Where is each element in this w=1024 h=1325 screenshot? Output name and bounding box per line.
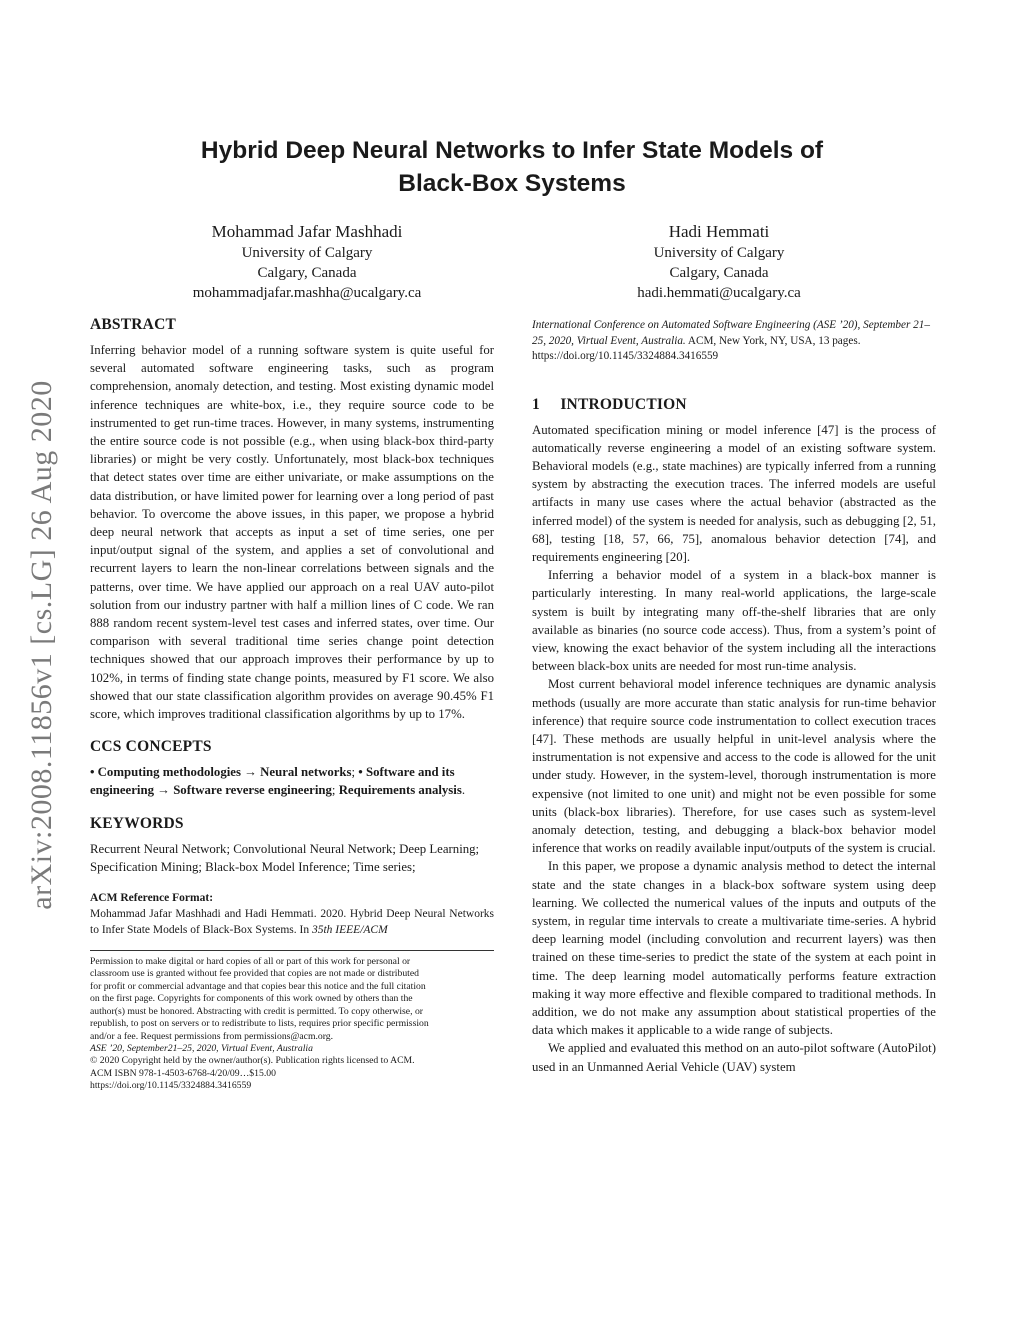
intro-paragraph: Inferring a behavior model of a system in a black-box manner is particularly interesting. In many real-world applications, the large-scale system is built by integrating many off-the-shelf libraries that are only available as binaries (no source code access). Thus, from a system’s point of view, knowing the exact behavior of the system including all the interactions between black-box units are needed for most run-time analysis. xyxy=(532,568,936,674)
ccs-concepts xyxy=(90,763,494,799)
permission-line: for profit or commercial advantage and that copies bear this notice and the full citation xyxy=(90,980,426,992)
permission-line: and/or a fee. Request permissions from permissions@acm.org. xyxy=(90,1030,334,1042)
arxiv-stamp xyxy=(22,345,62,945)
introduction-heading: 1 INTRODUCTION xyxy=(532,395,687,413)
ccs-heading: CCS CONCEPTS xyxy=(90,738,212,756)
author-name: Mohammad Jafar Mashhadi xyxy=(211,222,403,241)
intro-paragraph: Automated specification mining or model inference [47] is the process of automatically reverse engineering a model of an existing software system. Behavioral models (e.g., state machines) are typically inferred from a running system by abstracting the execution traces. The inferred models are useful artifacts in many use cases where the actual behavior (abstracted as the inferred model) of the system is needed for analysis, such as debugging [2, 51, 68], testing [18, 57, 66, 75], anomalous behavior detection [74], and requirements engineering [20]. xyxy=(532,422,936,564)
title-line-2: Black-Box Systems xyxy=(398,170,626,197)
left-column xyxy=(90,315,494,1093)
acm-format-text xyxy=(90,906,494,938)
keywords-heading: KEYWORDS xyxy=(90,814,184,832)
intro-paragraph: We applied and evaluated this method on an auto-pilot software (AutoPilot) used in an Unmanned Aerial Vehicle (UAV) system xyxy=(532,1041,936,1074)
author-email: mohammadjafar.mashha@ucalgary.ca xyxy=(192,285,422,301)
keywords-text: Recurrent Neural Network; Convolutional Neural Network; Deep Learning; Specification Mining; Black-box Model Inference; Time series; xyxy=(90,841,480,874)
ccs-arrow: → xyxy=(153,783,174,798)
acm-format-conference: International Conference on Automated Software Engineering (ASE ’20), September 21–25, 2020, Virtual Event, Australia. xyxy=(532,319,930,347)
permission-line: on the first page. Copyrights for components of this work owned by others than the xyxy=(90,993,413,1005)
ccs-target-1: Neural networks xyxy=(260,765,352,780)
ccs-end: . xyxy=(461,783,466,798)
right-column xyxy=(532,318,936,1076)
paper-title xyxy=(120,134,904,200)
permission-line: classroom use is granted without fee provided that copies are not made or distributed xyxy=(90,968,420,980)
permission-line: author(s) must be honored. Abstracting with credit is permitted. To copy otherwise, or xyxy=(90,1005,424,1017)
ccs-target-2: Software reverse engineering xyxy=(173,783,332,798)
permission-doi: https://doi.org/10.1145/3324884.3416559 xyxy=(90,1080,252,1092)
acm-format-continued xyxy=(532,318,936,365)
acm-format-heading: ACM Reference Format: xyxy=(90,892,214,905)
acm-format-venue: 35th IEEE/ACM xyxy=(311,924,388,937)
permission-line: republish, to post on servers or to redistribute to lists, requires prior specific permission xyxy=(90,1018,429,1030)
acm-format-publisher: ACM, New York, NY, USA, 13 pages. https://doi.org/10.1145/3324884.3416559 xyxy=(532,334,861,362)
permission-line: Permission to make digital or hard copies of all or part of this work for personal or xyxy=(90,956,411,968)
author-email: hadi.hemmati@ucalgary.ca xyxy=(637,285,801,301)
abstract-heading: ABSTRACT xyxy=(90,316,177,333)
intro-paragraph: Most current behavioral model inference techniques are dynamic analysis methods (usually are more accurate than static analysis for run-time behavior inference) that require source code instrumentation to collect execution traces [47]. These methods are usually helpful in unit-level analysis where the instrumentation is not expensive and access to the code is allowed for the unit under study. However, in the system-level, thorough instrumentation is more expensive (not limited to one unit) and might not be even possible for some units (black-box libraries). Therefore, for use cases such as system-level anomaly detection, testing, and debugging a black-box behavior model inference that works on readily available input/outputs of the system is crucial. xyxy=(532,677,936,856)
permission-venue: ASE ’20, September21–25, 2020, Virtual Event, Australia xyxy=(90,1042,313,1054)
ccs-sep: ; xyxy=(331,783,339,798)
ccs-sep: ; xyxy=(351,765,359,780)
ccs-arrow: → xyxy=(240,765,261,780)
ccs-bullet-1: • Computing methodologies xyxy=(90,765,241,780)
arxiv-stamp-text: arXiv:2008.11856v1 [cs.LG] 26 Aug 2020 xyxy=(25,380,58,910)
permission-copyright: © 2020 Copyright held by the owner/author(s). Publication rights licensed to ACM. xyxy=(90,1055,415,1067)
ccs-bullet-3: Requirements analysis xyxy=(338,783,462,798)
intro-paragraph: In this paper, we propose a dynamic analysis method to detect the internal state and the state changes in a black-box software system using deep learning. We collected the numerical values of the inputs and outputs of the system, in regular time intervals to create a multivariate time-series. A hybrid deep learning model (including convolution and recurrent layers) was then trained on these time-series to predict the state of the system at each point in time. The deep learning model automatically performs feature extraction making it way more effective and flexible compared to traditional methods. In addition, we do not make any assumption about statistical properties of the data which makes it applicable to a wide range of subjects. xyxy=(532,859,936,1038)
author-name: Hadi Hemmati xyxy=(668,222,770,241)
permission-isbn: ACM ISBN 978-1-4503-6768-4/20/09…$15.00 xyxy=(90,1067,276,1079)
author-location: Calgary, Canada xyxy=(257,265,357,281)
author-affiliation: University of Calgary xyxy=(653,245,785,261)
author-affiliation: University of Calgary xyxy=(241,245,373,261)
ccs-bullet-2: • Software and its engineering xyxy=(90,765,455,798)
permission-notice xyxy=(90,950,494,1092)
title-line-1: Hybrid Deep Neural Networks to Infer State Models of xyxy=(200,137,824,164)
abstract-text: Inferring behavior model of a running software system is quite useful for several automated software engineering tasks, such as program comprehension, anomaly detection, and testing. Most existing dynamic model inference techniques are white-box, i.e., they require source code to be instrumented to get run-time traces. However, in many systems, instrumenting the entire source code is not possible (e.g., when using black-box third-party libraries) or might be very costly. Unfortunately, most black-box techniques that detect states over time are either univariate, or make assumptions on the data distribution, or have limited power for learning over a long period of past behavior. To overcome the above issues, in this paper, we propose a hybrid deep neural network that accepts as input a set of time series, one per input/output signal of the system, and applies a set of convolutional and recurrent layers to learn the non-linear correlations between signals and the patterns, over time. We have applied our approach on a real UAV auto-pilot solution from our industry partner with half a million lines of C code. We ran 888 random recent system-level test cases and inferred states, over time. Our comparison with several traditional time series change point detection techniques showed that our approach improves their performance by up to 102%, in terms of finding state change points, measured by F1 score. We also showed that our state classification algorithm provides on average 90.45% F1 score, which improves traditional classification algorithms by up to 17%. xyxy=(90,343,494,722)
author-block-1 xyxy=(140,221,474,303)
author-block-2 xyxy=(588,221,850,303)
author-location: Calgary, Canada xyxy=(669,265,769,281)
acm-format-body: Mohammad Jafar Mashhadi and Hadi Hemmati. 2020. Hybrid Deep Neural Networks to Infer State Models of Black-Box Systems. In xyxy=(90,908,494,937)
